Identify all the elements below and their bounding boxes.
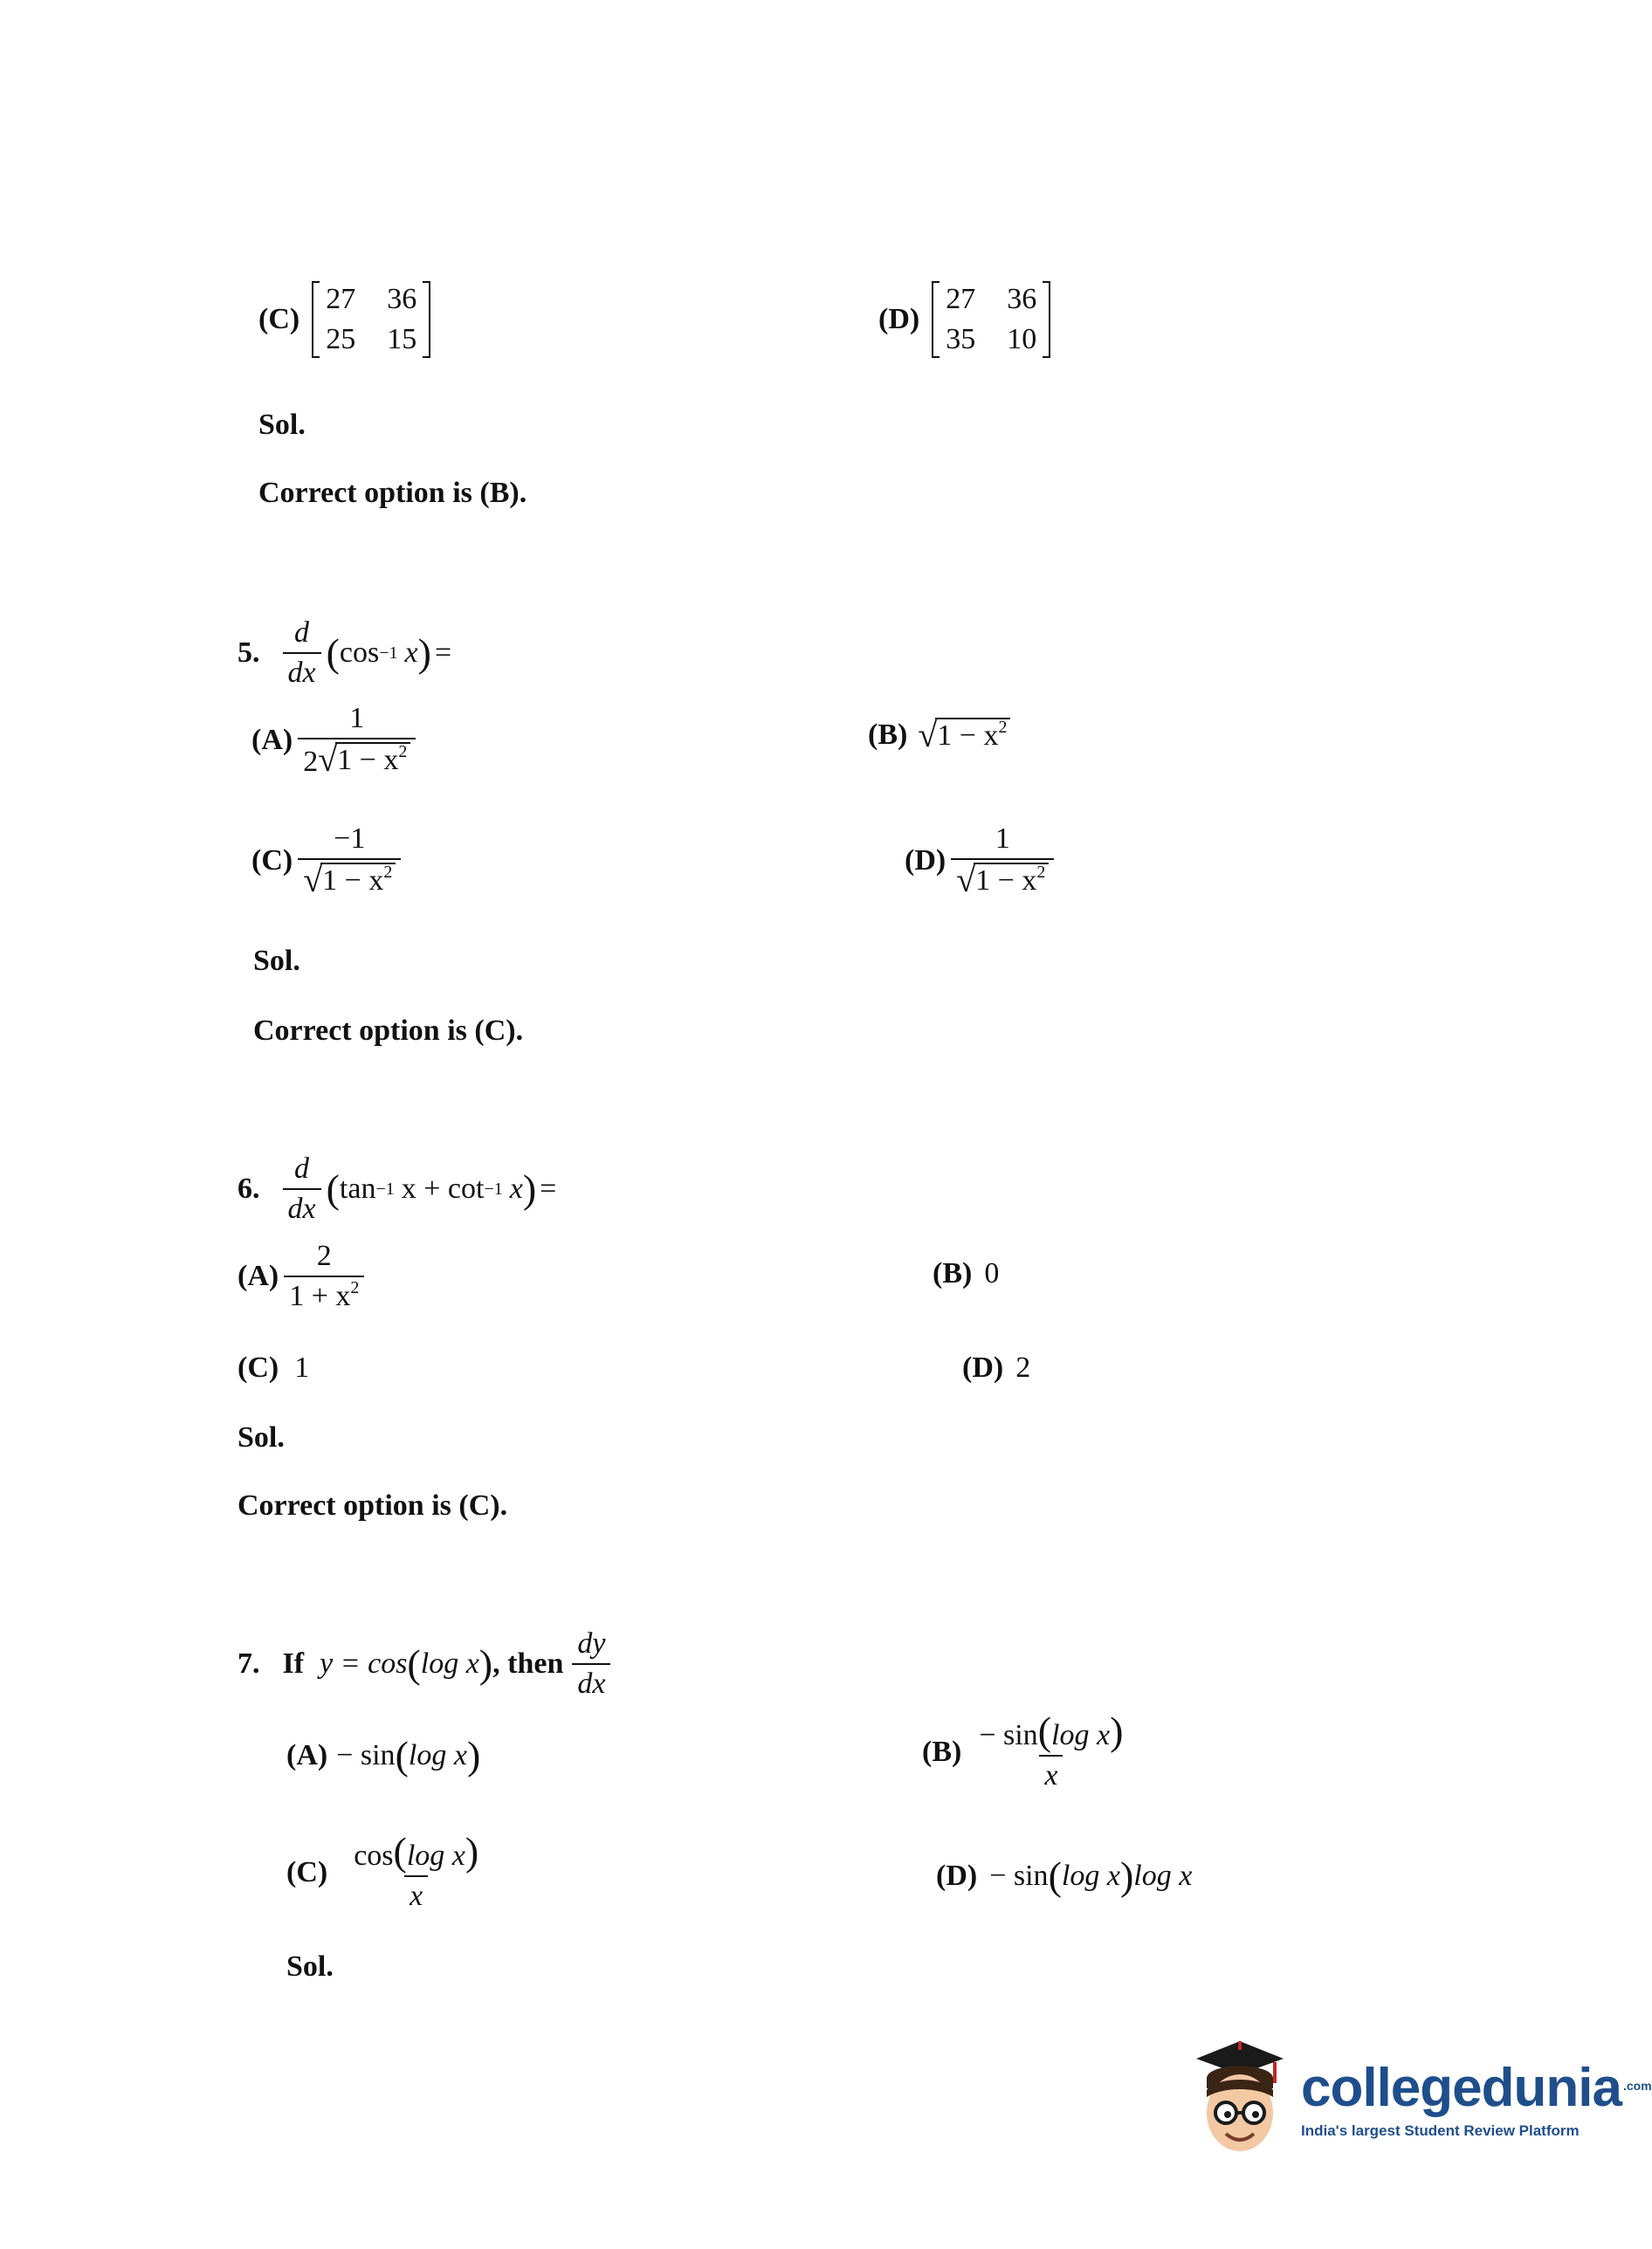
q5-option-d [905,822,1059,899]
mascot-icon [1187,2039,1292,2162]
matrix [312,281,430,358]
q7-option-c [286,1829,489,1913]
matrix [932,281,1050,358]
option-label: (B) [922,1735,962,1768]
option-label: (C) [258,303,300,335]
logo-wordmark: collegedunia $^{.com}$ [1301,2058,1652,2118]
derivative-dy-dx: $\frac{dy}{dx}$ [572,1627,610,1701]
option-label: (A) [286,1739,328,1771]
matrix-cell: 25 [326,323,356,355]
q5-answer: Correct option is (C). [253,1014,524,1047]
question-number: 7. [237,1647,260,1680]
collegedunia-logo [1187,2039,1652,2162]
option-label: (D) [936,1860,978,1892]
q4-option-d [878,281,1050,358]
option-label: (B) [933,1257,973,1290]
q6-option-a [237,1240,369,1313]
q4-sol: Sol. [258,409,306,441]
q7-option-b [922,1711,1133,1792]
q6-answer: Correct option is (C). [237,1489,508,1522]
fraction: $\frac{\text{− sin(log x)}}{x}$ [979,1709,1124,1792]
option-label: (B) [868,719,908,751]
option-label: (D) [905,844,946,877]
option-label: (A) [237,1260,279,1292]
fraction: $\frac{\text{cos(log x)}}{x}$ [354,1829,479,1912]
option-label: (A) [251,724,293,756]
q5-option-b: (B) √ $1 - x^2$ [868,718,1010,753]
fraction: 1 √ $1 - x^2$ [951,822,1054,899]
matrix-cell: 15 [387,323,417,355]
matrix-cell: 27 [946,283,976,315]
q5-option-c [251,822,406,899]
matrix-cell: 36 [1007,283,1037,315]
q6-option-d: (D) 2 [962,1351,1031,1384]
q7-stem: 7. If y = cos ( log x ) , then $\frac{dy}{dx}$ [237,1627,616,1701]
q5-sol: Sol. [253,945,300,977]
q5-option-a [251,702,421,779]
q6-option-c: (C) 1 [237,1351,310,1384]
logo-tagline: India's largest Student Review Platform [1301,2122,1580,2139]
question-number: 6. [237,1173,260,1205]
fraction: 1 2 √ $1 - x^2$ [298,702,416,779]
option-label: (D) [878,303,920,335]
q7-option-a: (A) − sin ( log x ) [286,1733,481,1778]
matrix-cell: 35 [946,323,976,355]
q7-option-d: (D) − sin ( log x ) log x [936,1854,1193,1898]
matrix-cell: 10 [1007,323,1037,355]
fraction: −1 √ $1 - x^2$ [298,822,401,899]
option-label: (C) [237,1351,279,1384]
q6-option-b: (B) 0 [933,1257,1000,1290]
matrix-cell: 27 [326,283,356,315]
derivative-operator: $\frac{d}{dx}$ [283,616,321,690]
fraction: $\frac{2}{1 + x^2}$ [284,1240,364,1313]
q4-option-c [258,281,430,358]
q7-sol: Sol. [286,1950,334,1983]
matrix-cell: 36 [387,283,417,315]
question-number: 5. [237,636,260,669]
q6-stem: 6. $\frac{d}{dx}$ ( tan −1 x + cot −1 x ) = [237,1152,557,1225]
option-label: (C) [251,844,293,877]
q4-answer: Correct option is (B). [258,477,527,509]
q6-sol: Sol. [237,1421,285,1454]
option-label: (C) [286,1855,328,1888]
derivative-operator: $\frac{d}{dx}$ [283,1152,321,1226]
option-label: (D) [962,1351,1004,1384]
q5-stem: 5. $\frac{d}{dx}$ ( cos −1 x ) = [237,616,452,689]
